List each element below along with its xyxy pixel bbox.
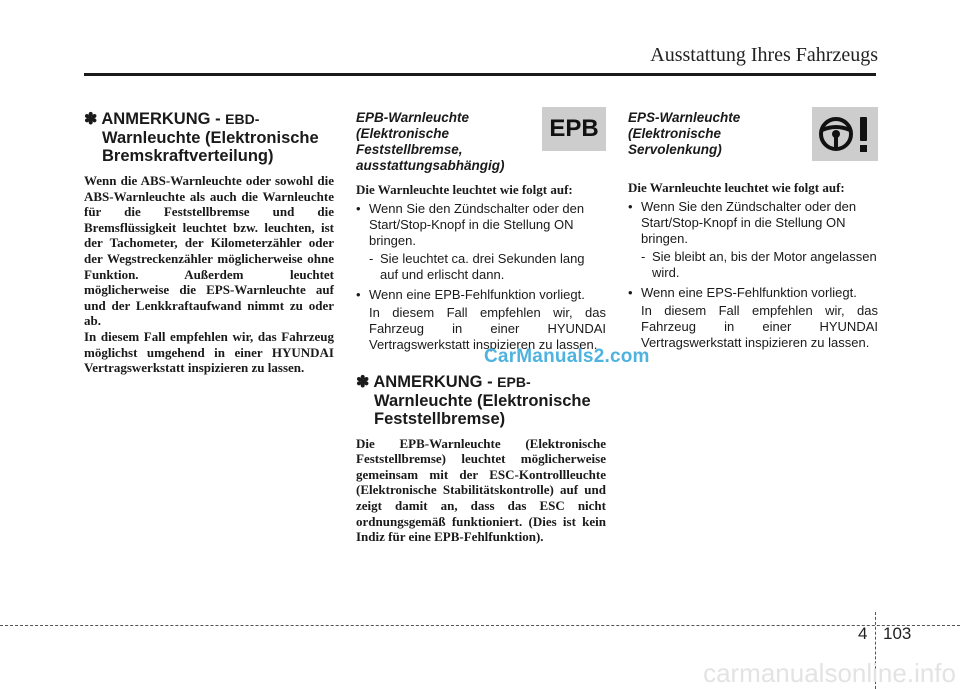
header-rule bbox=[84, 73, 876, 76]
chapter-number: 4 bbox=[858, 624, 868, 643]
note-dash: - bbox=[215, 110, 221, 128]
epb-lead: Die Warnleuchte leuchtet wie folgt auf: bbox=[356, 182, 573, 197]
list-item bbox=[356, 201, 606, 249]
note-dash: - bbox=[487, 372, 493, 391]
eps-title-line2: (Elektronische bbox=[628, 126, 722, 141]
note-topic: EPB- bbox=[497, 373, 531, 390]
page-number: 103 bbox=[883, 624, 912, 643]
eps-lead: Die Warnleuchte leuchtet wie folgt auf: bbox=[628, 180, 845, 195]
footer-watermark: carmanualsonline.info bbox=[703, 658, 956, 688]
list-item bbox=[356, 287, 606, 303]
eps-section-title bbox=[628, 110, 788, 158]
note-star-icon: ✽ bbox=[84, 111, 98, 128]
eps-subline bbox=[628, 249, 878, 281]
note-heading-line2: Warnleuchte (Elektronische bbox=[102, 129, 319, 147]
epb-title-line4: ausstattungsabhängig) bbox=[356, 158, 505, 173]
footer-dashed-rule bbox=[0, 625, 960, 626]
epb-title-line3: Feststellbremse, bbox=[356, 142, 463, 157]
list-item bbox=[628, 285, 878, 301]
eps-bullet1: Wenn Sie den Zündschalter oder den Start/Stop-Knopf in die Stellung ON bringen. bbox=[641, 198, 857, 246]
column-eps bbox=[628, 110, 878, 351]
eps-conditions-list-2 bbox=[628, 285, 878, 301]
bullet-icon: • bbox=[356, 200, 361, 216]
ebd-note-recommendation: In diesem Fall empfehlen wir, das Fahrzeug möglichst umgehend in einer HYUNDAI Vertragswerkstatt inspizieren zu lassen. bbox=[84, 328, 334, 376]
watermark-logo: CarManuals2.com bbox=[484, 346, 650, 367]
bullet-icon: • bbox=[628, 198, 633, 214]
epb-note-body: Die EPB-Warnleuchte (Elektronische Feststellbremse) leuchtet möglicherweise gemeinsam mit der ESC-Kontrollleuchte (Elektronische Stabilitätskontrolle) auf und zeigt damit an, dass das ESC nicht ordnungsgemäß funktioniert. (Dies ist kein Indiz für eine EPB-Fehlfunktion). bbox=[356, 435, 606, 545]
epb-warning-icon: EPB bbox=[542, 107, 606, 151]
bullet-icon: • bbox=[356, 286, 361, 302]
dash-marker: - bbox=[641, 248, 646, 264]
note-heading-line3: Feststellbremse) bbox=[374, 409, 506, 428]
eps-bullet2-text: In diesem Fall empfehlen wir, das Fahrzeug in einer HYUNDAI Vertragswerkstatt inspizieren zu lassen. bbox=[641, 302, 878, 350]
note-heading-line3: Bremskraftverteilung) bbox=[102, 147, 274, 165]
epb-note-heading bbox=[356, 373, 606, 428]
note-keyword: ANMERKUNG bbox=[101, 110, 211, 128]
eps-sub1: Sie bleibt an, bis der Motor angelassen wird. bbox=[652, 248, 877, 280]
epb-bullet2-text: In diesem Fall empfehlen wir, das Fahrzeug in einer HYUNDAI Vertragswerkstatt inspizieren zu lassen. bbox=[369, 304, 606, 352]
note-heading-line2: Warnleuchte (Elektronische bbox=[374, 391, 591, 410]
ebd-note-heading bbox=[84, 110, 334, 165]
note-star-icon: ✽ bbox=[356, 373, 370, 391]
eps-title-line3: Servolenkung) bbox=[628, 142, 722, 157]
steering-wheel-warning-icon bbox=[812, 107, 878, 161]
epb-subline bbox=[356, 251, 606, 283]
dash-marker: - bbox=[369, 250, 374, 266]
note-topic: EBD- bbox=[225, 111, 260, 127]
eps-title-line1: EPS-Warnleuchte bbox=[628, 110, 741, 125]
epb-section-title bbox=[356, 110, 516, 174]
epb-title-line1: EPB-Warnleuchte bbox=[356, 110, 470, 125]
epb-bullet2: Wenn eine EPB-Fehlfunktion vorliegt. bbox=[369, 286, 585, 302]
running-header: Ausstattung Ihres Fahrzeugs bbox=[650, 44, 878, 66]
epb-conditions-list bbox=[356, 201, 606, 249]
ebd-note-body: Wenn die ABS-Warnleuchte oder sowohl die ABS-Warnleuchte als auch die Warnleuchte für die Feststellbremse und die Bremsflüssigkeit leuchtet bzw. leuchten, ist der Tachometer, der Kilometerzähler oder der Wegstreckenzähler möglicherweise ohne Funktion. Außerdem leuchtet möglicherweise die EPS-Warnleuchte auf und der Lenkkraftaufwand nimmt zu oder ab. bbox=[84, 173, 334, 329]
epb-conditions-list-2 bbox=[356, 287, 606, 303]
eps-conditions-list bbox=[628, 199, 878, 247]
eps-bullet2: Wenn eine EPS-Fehlfunktion vorliegt. bbox=[641, 284, 857, 300]
note-keyword: ANMERKUNG bbox=[373, 372, 483, 391]
epb-title-line2: (Elektronische bbox=[356, 126, 450, 141]
column-epb bbox=[356, 110, 606, 545]
list-item bbox=[628, 199, 878, 247]
column-ebd-note bbox=[84, 110, 334, 376]
epb-bullet1: Wenn Sie den Zündschalter oder den Start/Stop-Knopf in die Stellung ON bringen. bbox=[369, 200, 585, 248]
epb-sub1: Sie leuchtet ca. drei Sekunden lang auf und erlischt dann. bbox=[380, 250, 585, 282]
bullet-icon: • bbox=[628, 284, 633, 300]
